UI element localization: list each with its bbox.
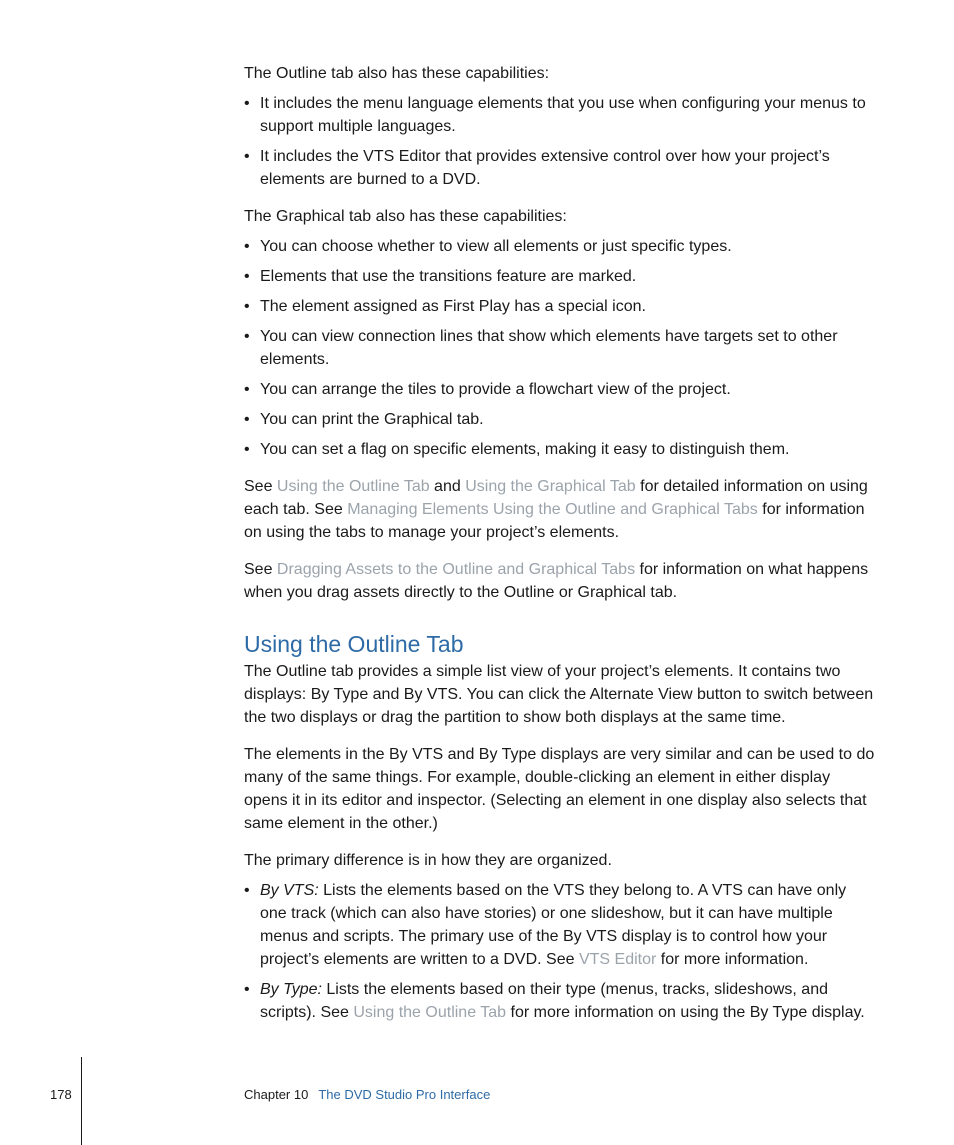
bullet-icon: • bbox=[244, 328, 250, 345]
bullet-icon: • bbox=[244, 411, 250, 428]
list-item: • The element assigned as First Play has a special icon. bbox=[244, 295, 876, 318]
page-number: 178 bbox=[50, 1087, 72, 1102]
chapter-info bbox=[244, 1087, 490, 1102]
list-item: • You can set a flag on specific elements, making it easy to distinguish them. bbox=[244, 438, 876, 461]
outline-caps-list bbox=[244, 92, 876, 191]
see-also-dragging-paragraph: See Dragging Assets to the Outline and Graphical Tabs for information on what happens when you drag assets directly to the Outline or Graphical tab. bbox=[244, 561, 869, 601]
chapter-title: The DVD Studio Pro Interface bbox=[318, 1087, 491, 1102]
link-using-outline-tab[interactable]: Using the Outline Tab bbox=[276, 478, 430, 495]
link-using-outline-tab-2[interactable]: Using the Outline Tab bbox=[353, 1004, 507, 1021]
bullet-icon: • bbox=[244, 95, 250, 112]
link-using-graphical-tab[interactable]: Using the Graphical Tab bbox=[465, 478, 636, 495]
bullet-icon: • bbox=[244, 981, 250, 998]
list-item: • You can print the Graphical tab. bbox=[244, 408, 876, 431]
list-item: • It includes the VTS Editor that provides extensive control over how your project’s elements are burned to a DVD. bbox=[244, 145, 876, 191]
list-item: • You can arrange the tiles to provide a flowchart view of the project. bbox=[244, 378, 876, 401]
see-also-paragraph: See Using the Outline Tab and Using the Graphical Tab for detailed information on using each tab. See Managing Elements Using the Outline and Graphical Tabs for information on using the tabs to manage your project’s elements. bbox=[244, 478, 868, 541]
bullet-icon: • bbox=[244, 381, 250, 398]
list-item: • You can view connection lines that show which elements have targets set to other elements. bbox=[244, 325, 876, 371]
link-vts-editor[interactable]: VTS Editor bbox=[578, 951, 657, 968]
footer-divider bbox=[81, 1057, 82, 1145]
page-content bbox=[244, 62, 876, 1038]
link-managing-elements[interactable]: Managing Elements Using the Outline and Graphical Tabs bbox=[347, 501, 758, 518]
chapter-label: Chapter 10 bbox=[244, 1087, 309, 1102]
display-types-list bbox=[244, 879, 876, 1024]
section-heading: Using the Outline Tab bbox=[244, 631, 464, 657]
list-item-by-type: • By Type: Lists the elements based on their type (menus, tracks, slideshows, and scripts). See Using the Outline Tab for more information on using the By Type display. bbox=[244, 978, 876, 1024]
list-item: • You can choose whether to view all elements or just specific types. bbox=[244, 235, 876, 258]
bullet-icon: • bbox=[244, 298, 250, 315]
bullet-icon: • bbox=[244, 148, 250, 165]
section-paragraph-3: The primary difference is in how they are organized. bbox=[244, 852, 612, 869]
outline-caps-intro: The Outline tab also has these capabilities: bbox=[244, 65, 550, 82]
graphical-caps-intro: The Graphical tab also has these capabilities: bbox=[244, 208, 567, 225]
bullet-icon: • bbox=[244, 268, 250, 285]
list-item: • Elements that use the transitions feature are marked. bbox=[244, 265, 876, 288]
list-item-by-vts: • By VTS: Lists the elements based on the VTS they belong to. A VTS can have only one track (which can also have stories) or one slideshow, but it can have multiple menus and scripts. The primary use of the By VTS display is to control how your project’s elements are written to a DVD. See VTS Editor for more information. bbox=[244, 879, 876, 971]
graphical-caps-list bbox=[244, 235, 876, 461]
bullet-icon: • bbox=[244, 441, 250, 458]
list-item: • It includes the menu language elements that you use when configuring your menus to support multiple languages. bbox=[244, 92, 876, 138]
link-dragging-assets[interactable]: Dragging Assets to the Outline and Graphical Tabs bbox=[276, 561, 636, 578]
section-paragraph-1: The Outline tab provides a simple list view of your project’s elements. It contains two displays: By Type and By VTS. You can click the Alternate View button to switch between the two displays or drag the partition to show both displays at the same time. bbox=[244, 663, 874, 726]
bullet-icon: • bbox=[244, 238, 250, 255]
bullet-icon: • bbox=[244, 882, 250, 899]
section-paragraph-2: The elements in the By VTS and By Type displays are very similar and can be used to do many of the same things. For example, double-clicking an element in either display opens it in its editor and inspector. (Selecting an element in one display also selects that same element in the other.) bbox=[244, 746, 875, 832]
